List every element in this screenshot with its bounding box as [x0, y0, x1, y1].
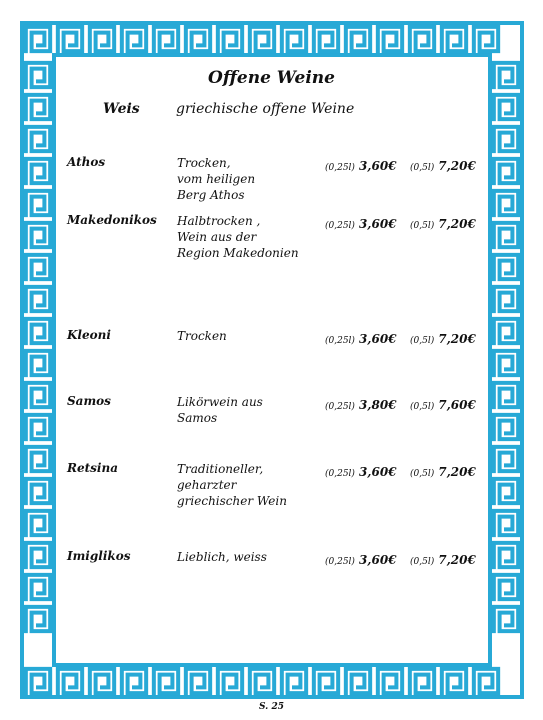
wine-description-line: Wein aus der	[177, 230, 257, 244]
volume-small: (0,25l)	[325, 336, 355, 346]
wine-description-line: griechischer Wein	[177, 494, 287, 508]
wine-description	[177, 213, 317, 261]
price-large	[410, 394, 476, 413]
wine-name: Kleoni	[67, 328, 111, 342]
price-large-value: 7,20€	[438, 553, 476, 567]
price-small-value: 3,60€	[358, 465, 397, 479]
price-large-value: 7,20€	[438, 465, 476, 479]
wine-description-line: Trocken	[177, 329, 227, 343]
price-small-value: 3,60€	[358, 553, 397, 567]
price-small	[325, 213, 397, 232]
price-large-value: 7,60€	[438, 398, 476, 412]
wine-description-line: Lieblich, weiss	[177, 550, 267, 564]
volume-small: (0,25l)	[325, 469, 355, 479]
price-large	[410, 549, 476, 568]
wine-description-line: Likörwein aus	[177, 395, 263, 409]
wine-description-line: Region Makedonien	[177, 246, 299, 260]
price-small	[325, 328, 397, 347]
price-small	[325, 549, 397, 568]
price-large	[410, 155, 476, 174]
volume-large: (0,5l)	[410, 402, 435, 412]
wine-description	[177, 328, 317, 344]
wine-description	[177, 549, 317, 565]
volume-large: (0,5l)	[410, 163, 435, 173]
price-small	[325, 155, 397, 174]
price-large	[410, 213, 476, 232]
price-large	[410, 328, 476, 347]
wine-description	[177, 461, 317, 509]
category-label: Weis	[103, 101, 140, 117]
wine-description-line: Samos	[177, 411, 218, 425]
volume-large: (0,5l)	[410, 336, 435, 346]
wine-name: Imiglikos	[67, 549, 131, 563]
price-large-value: 7,20€	[438, 159, 476, 173]
price-small-value: 3,60€	[358, 159, 397, 173]
wine-description-line: vom heiligen	[177, 172, 256, 186]
page-title: Offene Weine	[208, 68, 335, 88]
wine-description-line: Berg Athos	[177, 188, 245, 202]
wine-description-line: Trocken,	[177, 156, 231, 170]
volume-large: (0,5l)	[410, 221, 435, 231]
volume-small: (0,25l)	[325, 402, 355, 412]
price-small	[325, 461, 397, 480]
wine-description-line: Halbtrocken ,	[177, 214, 261, 228]
wine-name: Makedonikos	[67, 213, 157, 227]
wine-name: Samos	[67, 394, 111, 408]
volume-large: (0,5l)	[410, 469, 435, 479]
price-small-value: 3,80€	[358, 398, 397, 412]
price-large-value: 7,20€	[438, 217, 476, 231]
price-small-value: 3,60€	[358, 217, 397, 231]
volume-small: (0,25l)	[325, 557, 355, 567]
volume-small: (0,25l)	[325, 163, 355, 173]
wine-description-line: Traditioneller,	[177, 462, 264, 476]
wine-name: Retsina	[67, 461, 118, 475]
category-description: griechische offene Weine	[176, 101, 355, 117]
price-small	[325, 394, 397, 413]
price-large	[410, 461, 476, 480]
wine-description	[177, 394, 317, 426]
page-number: S. 25	[259, 702, 284, 712]
price-small-value: 3,60€	[358, 332, 397, 346]
wine-description-line: geharzter	[177, 478, 237, 492]
price-large-value: 7,20€	[438, 332, 476, 346]
wine-name: Athos	[67, 155, 106, 169]
wine-description	[177, 155, 317, 203]
volume-small: (0,25l)	[325, 221, 355, 231]
volume-large: (0,5l)	[410, 557, 435, 567]
